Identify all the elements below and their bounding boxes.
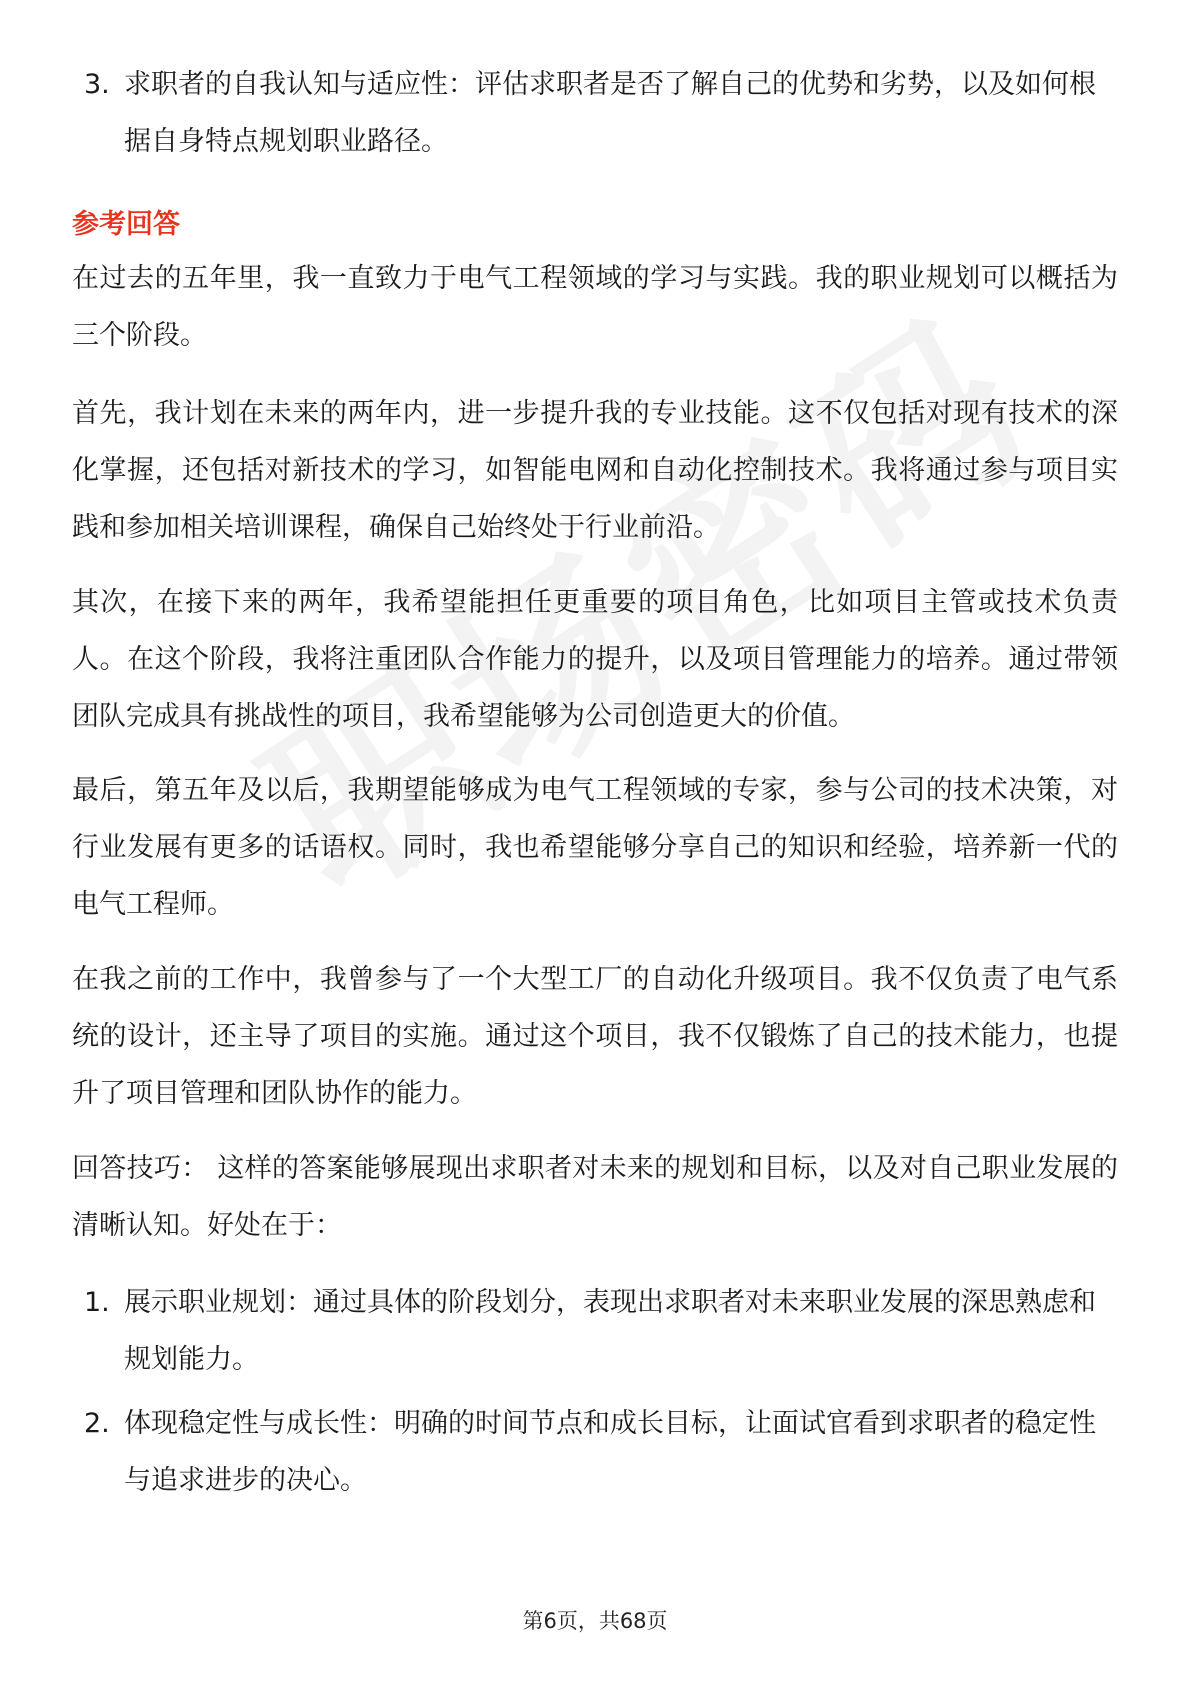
paragraph-tips: 回答技巧： 这样的答案能够展现出求职者对未来的规划和目标，以及对自己职业发展的清晰认知。好处在于： <box>72 1153 1118 1241</box>
paragraph-second: 其次，在接下来的两年，我希望能担任更重要的项目角色，比如项目主管或技术负责人。在这个阶段，我将注重团队合作能力的提升，以及项目管理能力的培养。通过带领团队完成具有挑战性的项目，我希望能够为公司创造更大的价值。 <box>72 587 1118 732</box>
paragraph-intro: 在过去的五年里，我一直致力于电气工程领域的学习与实践。我的职业规划可以概括为三个阶段。 <box>72 263 1118 351</box>
list-text: 求职者的自我认知与适应性：评估求职者是否了解自己的优势和劣势，以及如何根据自身特点规划职业路径。 <box>124 69 1096 157</box>
paragraph-first: 首先，我计划在未来的两年内，进一步提升我的专业技能。这不仅包括对现有技术的深化掌握，还包括对新技术的学习，如智能电网和自动化控制技术。我将通过参与项目实践和参加相关培训课程，确保自己始终处于行业前沿。 <box>72 398 1118 543</box>
list-number: 2. <box>84 1408 110 1439</box>
list-number: 1. <box>84 1287 110 1318</box>
list-item <box>70 1274 1110 1388</box>
list-text: 体现稳定性与成长性：明确的时间节点和成长目标，让面试官看到求职者的稳定性与追求进步的决心。 <box>124 1408 1096 1496</box>
list-item <box>70 1395 1110 1509</box>
list-number: 3. <box>84 69 110 100</box>
list-item <box>70 56 1110 170</box>
paragraph-last: 最后，第五年及以后，我期望能够成为电气工程领域的专家，参与公司的技术决策，对行业发展有更多的话语权。同时，我也希望能够分享自己的知识和经验，培养新一代的电气工程师。 <box>72 775 1118 920</box>
paragraph-experience: 在我之前的工作中，我曾参与了一个大型工厂的自动化升级项目。我不仅负责了电气系统的设计，还主导了项目的实施。通过这个项目，我不仅锻炼了自己的技术能力，也提升了项目管理和团队协作的能力。 <box>72 964 1118 1109</box>
section-heading: 参考回答 <box>72 209 180 240</box>
list-text: 展示职业规划：通过具体的阶段划分，表现出求职者对未来职业发展的深思熟虑和规划能力。 <box>124 1287 1096 1375</box>
page-footer: 第6页，共68页 <box>522 1609 668 1633</box>
